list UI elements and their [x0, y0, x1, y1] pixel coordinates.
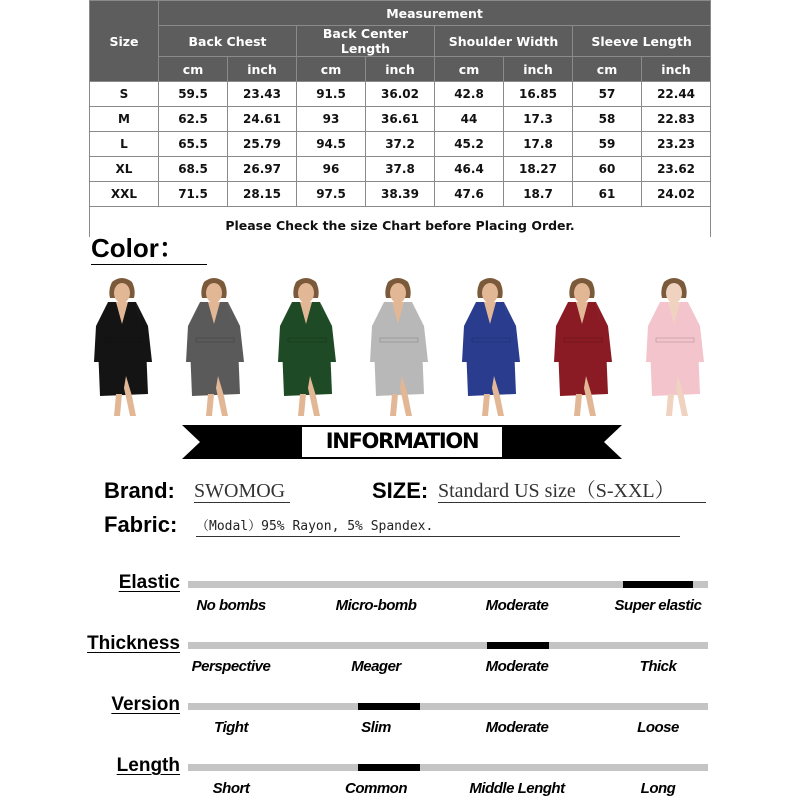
measurement-cell: 23.23	[642, 132, 711, 157]
scale-selected-mark	[623, 581, 693, 588]
measurement-cell: 91.5	[297, 82, 366, 107]
fabric-value: （Modal）95% Rayon, 5% Spandex.	[196, 518, 680, 537]
color-swatch-light-gray[interactable]	[362, 276, 432, 416]
measurement-cell: 59	[573, 132, 642, 157]
scale-bar	[188, 642, 708, 649]
measurement-cell: 45.2	[435, 132, 504, 157]
unit-header-row	[90, 57, 711, 82]
unit-header: cm	[297, 57, 366, 82]
size-table-body	[90, 82, 711, 207]
brand-value: SWOMOG	[194, 480, 290, 503]
measurement-cell: 37.8	[366, 157, 435, 182]
size-value: Standard US size（S-XXL）	[438, 480, 706, 503]
size-cell: XL	[90, 157, 159, 182]
scale-bar	[188, 703, 708, 710]
measurement-cell: 25.79	[228, 132, 297, 157]
measurement-cell: 59.5	[159, 82, 228, 107]
measurement-cell: 42.8	[435, 82, 504, 107]
scale-option: Long	[640, 780, 676, 797]
measurement-cell: 23.62	[642, 157, 711, 182]
color-swatch-black[interactable]	[86, 276, 156, 416]
scale-bar	[188, 581, 708, 588]
measurement-cell: 36.02	[366, 82, 435, 107]
measurement-cell: 28.15	[228, 182, 297, 207]
scale-option: Tight	[214, 719, 248, 736]
scale-label-thickness: Thickness	[87, 633, 180, 654]
measurement-cell: 24.61	[228, 107, 297, 132]
scale-option: No bombs	[196, 597, 266, 614]
table-row	[90, 107, 711, 132]
scale-selected-mark	[358, 703, 420, 710]
unit-header: cm	[159, 57, 228, 82]
unit-header: inch	[366, 57, 435, 82]
color-swatch-gray[interactable]	[178, 276, 248, 416]
column-header: Back Chest	[159, 26, 297, 57]
measurement-cell: 38.39	[366, 182, 435, 207]
measurement-header: Measurement	[159, 1, 711, 26]
table-row	[90, 132, 711, 157]
scale-label-length: Length	[116, 755, 180, 776]
scale-option: Middle Lenght	[469, 780, 565, 797]
size-column-header: Size	[90, 1, 159, 82]
unit-header: cm	[435, 57, 504, 82]
scale-option: Meager	[351, 658, 401, 675]
scale-option: Common	[345, 780, 407, 797]
robe-icon	[86, 276, 156, 416]
measurement-cell: 62.5	[159, 107, 228, 132]
table-row	[90, 82, 711, 107]
measurement-cell: 46.4	[435, 157, 504, 182]
measurement-cell: 23.43	[228, 82, 297, 107]
robe-icon	[546, 276, 616, 416]
unit-header: inch	[228, 57, 297, 82]
unit-header: cm	[573, 57, 642, 82]
measurement-cell: 65.5	[159, 132, 228, 157]
robe-icon	[638, 276, 708, 416]
robe-icon	[454, 276, 524, 416]
scale-option: Moderate	[485, 719, 549, 736]
measurement-cell: 94.5	[297, 132, 366, 157]
robe-icon	[362, 276, 432, 416]
size-label: SIZE:	[372, 478, 429, 503]
scale-option: Loose	[637, 719, 679, 736]
measurement-cell: 24.02	[642, 182, 711, 207]
size-chart-note: Please Check the size Chart before Placing Order.	[89, 201, 711, 237]
scale-option: Slim	[361, 719, 391, 736]
measurement-cell: 18.27	[504, 157, 573, 182]
color-heading: Color：	[91, 232, 207, 265]
unit-header: inch	[642, 57, 711, 82]
size-cell: XXL	[90, 182, 159, 207]
scale-bar	[188, 764, 708, 771]
measurement-cell: 37.2	[366, 132, 435, 157]
measurement-cell: 16.85	[504, 82, 573, 107]
scale-option: Super elastic	[614, 597, 702, 614]
scale-option: Thick	[639, 658, 677, 675]
measurement-cell: 22.83	[642, 107, 711, 132]
unit-header: inch	[504, 57, 573, 82]
column-header-row	[90, 26, 711, 57]
column-header: Shoulder Width	[435, 26, 573, 57]
column-header: Back Center Length	[297, 26, 435, 57]
measurement-cell: 93	[297, 107, 366, 132]
robe-icon	[178, 276, 248, 416]
color-swatch-green[interactable]	[270, 276, 340, 416]
banner-title: INFORMATION	[325, 429, 479, 453]
measurement-cell: 47.6	[435, 182, 504, 207]
scale-option: Micro-bomb	[335, 597, 417, 614]
measurement-cell: 97.5	[297, 182, 366, 207]
measurement-cell: 71.5	[159, 182, 228, 207]
brand-label: Brand:	[104, 478, 175, 503]
color-swatch-wine-red[interactable]	[546, 276, 616, 416]
information-banner	[182, 423, 622, 461]
scale-option: Short	[212, 780, 250, 797]
scale-option: Moderate	[485, 658, 549, 675]
measurement-cell: 58	[573, 107, 642, 132]
color-swatch-blue[interactable]	[454, 276, 524, 416]
measurement-cell: 18.7	[504, 182, 573, 207]
scale-selected-mark	[358, 764, 420, 771]
measurement-cell: 61	[573, 182, 642, 207]
size-chart-table	[89, 0, 711, 207]
measurement-cell: 57	[573, 82, 642, 107]
measurement-cell: 60	[573, 157, 642, 182]
measurement-cell: 36.61	[366, 107, 435, 132]
measurement-cell: 44	[435, 107, 504, 132]
measurement-cell: 17.8	[504, 132, 573, 157]
measurement-cell: 26.97	[228, 157, 297, 182]
scale-option: Moderate	[485, 597, 549, 614]
measurement-cell: 68.5	[159, 157, 228, 182]
table-row	[90, 157, 711, 182]
column-header: Sleeve Length	[573, 26, 711, 57]
color-swatches	[86, 276, 706, 416]
scale-selected-mark	[487, 642, 549, 649]
scale-label-version: Version	[111, 694, 180, 715]
measurement-cell: 17.3	[504, 107, 573, 132]
size-cell: L	[90, 132, 159, 157]
scale-label-elastic: Elastic	[118, 572, 180, 593]
size-cell: S	[90, 82, 159, 107]
measurement-cell: 96	[297, 157, 366, 182]
size-cell: M	[90, 107, 159, 132]
fabric-label: Fabric:	[104, 512, 178, 537]
robe-icon	[270, 276, 340, 416]
scale-option: Perspective	[191, 658, 271, 675]
measurement-cell: 22.44	[642, 82, 711, 107]
color-swatch-pink[interactable]	[638, 276, 708, 416]
